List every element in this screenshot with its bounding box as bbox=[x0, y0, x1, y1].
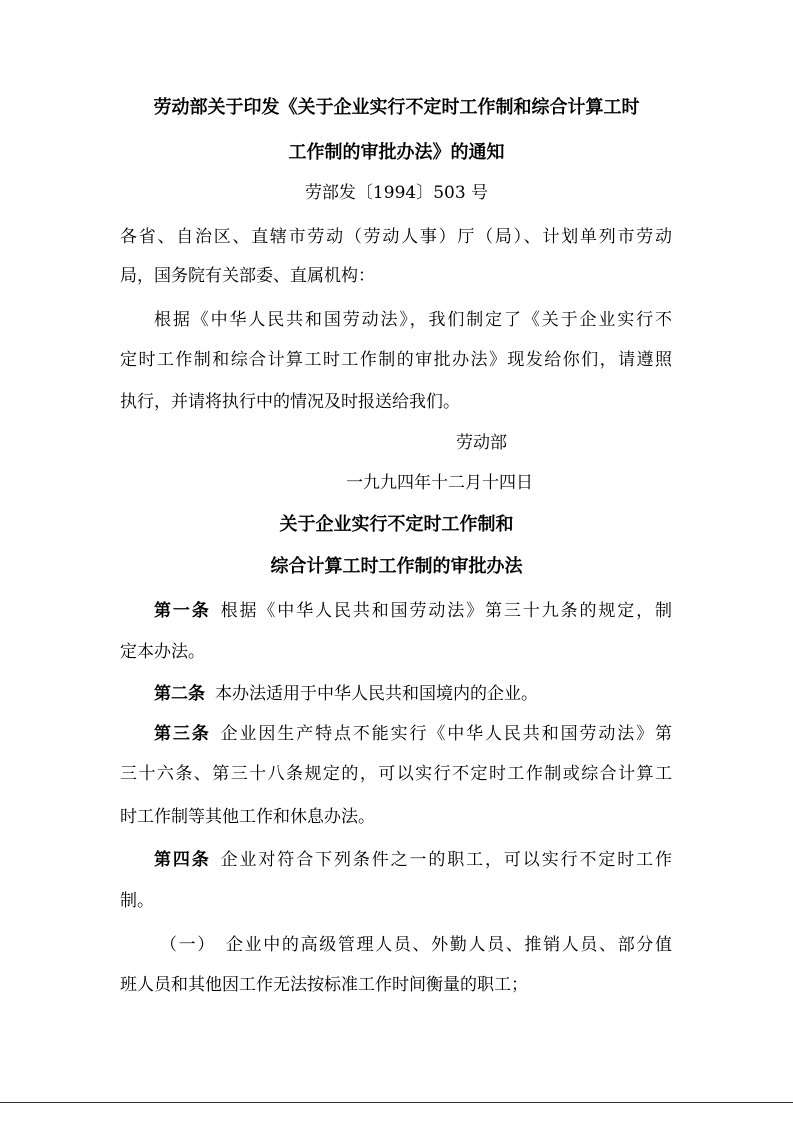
item-1-label: （一） bbox=[160, 935, 216, 955]
document-number: 劳部发〔1994〕503 号 bbox=[304, 183, 489, 203]
article-3-line-3: 时工作制等其他工作和休息办法。 bbox=[120, 807, 375, 827]
title-line-2: 工作制的审批办法》的通知 bbox=[288, 142, 505, 163]
article-4-line-2: 制。 bbox=[120, 891, 154, 911]
signature-date: 一九九四年十二月十四日 bbox=[346, 473, 533, 493]
notice-body-line-2: 定时工作制和综合计算工时工作制的审批办法》现发给你们，请遵照 bbox=[120, 350, 672, 370]
article-1-label: 第一条 bbox=[154, 601, 211, 621]
attachment-title-line-1: 关于企业实行不定时工作制和 bbox=[279, 514, 514, 535]
title-line-1: 劳动部关于印发《关于企业实行不定时工作制和综合计算工时 bbox=[153, 97, 640, 118]
article-3-line-2: 三十六条、第三十八条规定的，可以实行不定时工作制或综合计算工 bbox=[120, 764, 672, 784]
page-bottom-divider bbox=[0, 1102, 793, 1103]
article-2-line-1 bbox=[154, 683, 538, 705]
attachment-title-line-2: 综合计算工时工作制的审批办法 bbox=[270, 556, 523, 577]
notice-body-line-1: 根据《中华人民共和国劳动法》，我们制定了《关于企业实行不 bbox=[154, 310, 672, 330]
article-3-text: 企业因生产特点不能实行《中华人民共和国劳动法》第 bbox=[220, 724, 673, 744]
article-3-label: 第三条 bbox=[154, 724, 211, 744]
item-1-line-2: 班人员和其他因工作无法按标准工作时间衡量的职工； bbox=[120, 975, 528, 995]
addressee-line-2: 局，国务院有关部委、直属机构： bbox=[120, 266, 375, 286]
article-1-text: 根据《中华人民共和国劳动法》第三十九条的规定，制 bbox=[220, 601, 673, 621]
article-4-line-1 bbox=[154, 849, 672, 871]
article-4-text: 企业对符合下列条件之一的职工，可以实行不定时工作 bbox=[220, 850, 673, 870]
article-2-label: 第二条 bbox=[154, 684, 205, 704]
article-2-text: 本办法适用于中华人民共和国境内的企业。 bbox=[215, 684, 538, 704]
article-3-line-1 bbox=[154, 723, 672, 745]
article-4-label: 第四条 bbox=[154, 850, 211, 870]
item-1-line-1 bbox=[160, 934, 672, 956]
article-1-line-1 bbox=[154, 600, 672, 622]
article-1-line-2: 定本办法。 bbox=[120, 642, 205, 662]
addressee-line-1: 各省、自治区、直辖市劳动（劳动人事）厅（局）、计划单列市劳动 bbox=[120, 227, 672, 247]
item-1-text: 企业中的高级管理人员、外勤人员、推销人员、部分值 bbox=[225, 935, 673, 955]
notice-body-line-3: 执行，并请将执行中的情况及时报送给我们。 bbox=[120, 392, 460, 412]
signature-org: 劳动部 bbox=[456, 433, 507, 453]
